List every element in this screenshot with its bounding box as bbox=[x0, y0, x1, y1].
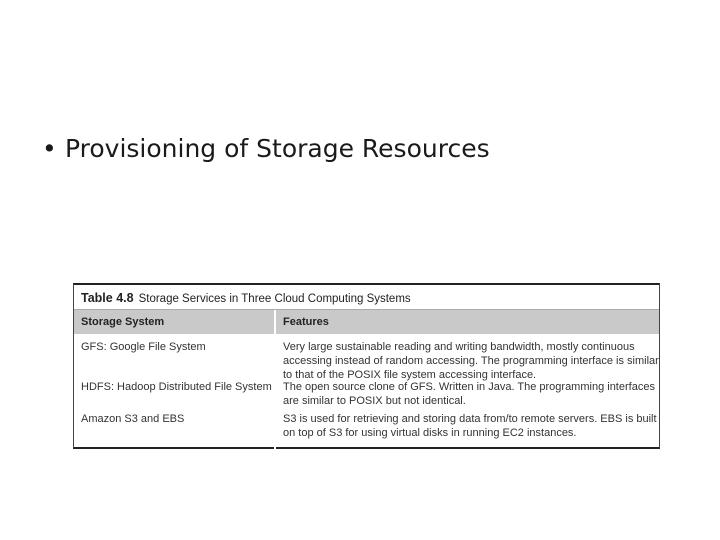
table-number: Table 4.8 bbox=[81, 291, 134, 305]
storage-services-table bbox=[73, 283, 660, 449]
table-row bbox=[74, 380, 659, 412]
header-features: Features bbox=[274, 310, 659, 334]
table-caption-text: Storage Services in Three Cloud Computing Systems bbox=[138, 293, 411, 305]
table-row bbox=[74, 412, 659, 450]
bullet-point-icon: • bbox=[42, 134, 57, 163]
features-cell: The open source clone of GFS. Written in Java. The programming interfaces are similar to POSIX but not identical. bbox=[274, 380, 659, 412]
slide-bullet-text: Provisioning of Storage Resources bbox=[65, 134, 490, 163]
storage-system-cell: Amazon S3 and EBS bbox=[81, 413, 185, 425]
header-storage-system: Storage System bbox=[81, 316, 165, 328]
storage-system-cell: HDFS: Hadoop Distributed File System bbox=[81, 381, 272, 393]
slide-bullet-item bbox=[42, 134, 490, 163]
table-row bbox=[74, 334, 659, 380]
features-cell: Very large sustainable reading and writing bandwidth, mostly continuous accessing instead of random accessing. The programming interface is similar to that of the POSIX file system accessing interface. bbox=[274, 340, 659, 380]
table-caption bbox=[74, 285, 659, 310]
storage-system-cell: GFS: Google File System bbox=[81, 341, 206, 353]
table-header-row bbox=[74, 310, 659, 334]
features-cell: S3 is used for retrieving and storing data from/to remote servers. EBS is built on top of S3 for using virtual disks in running EC2 instances. bbox=[274, 412, 659, 450]
